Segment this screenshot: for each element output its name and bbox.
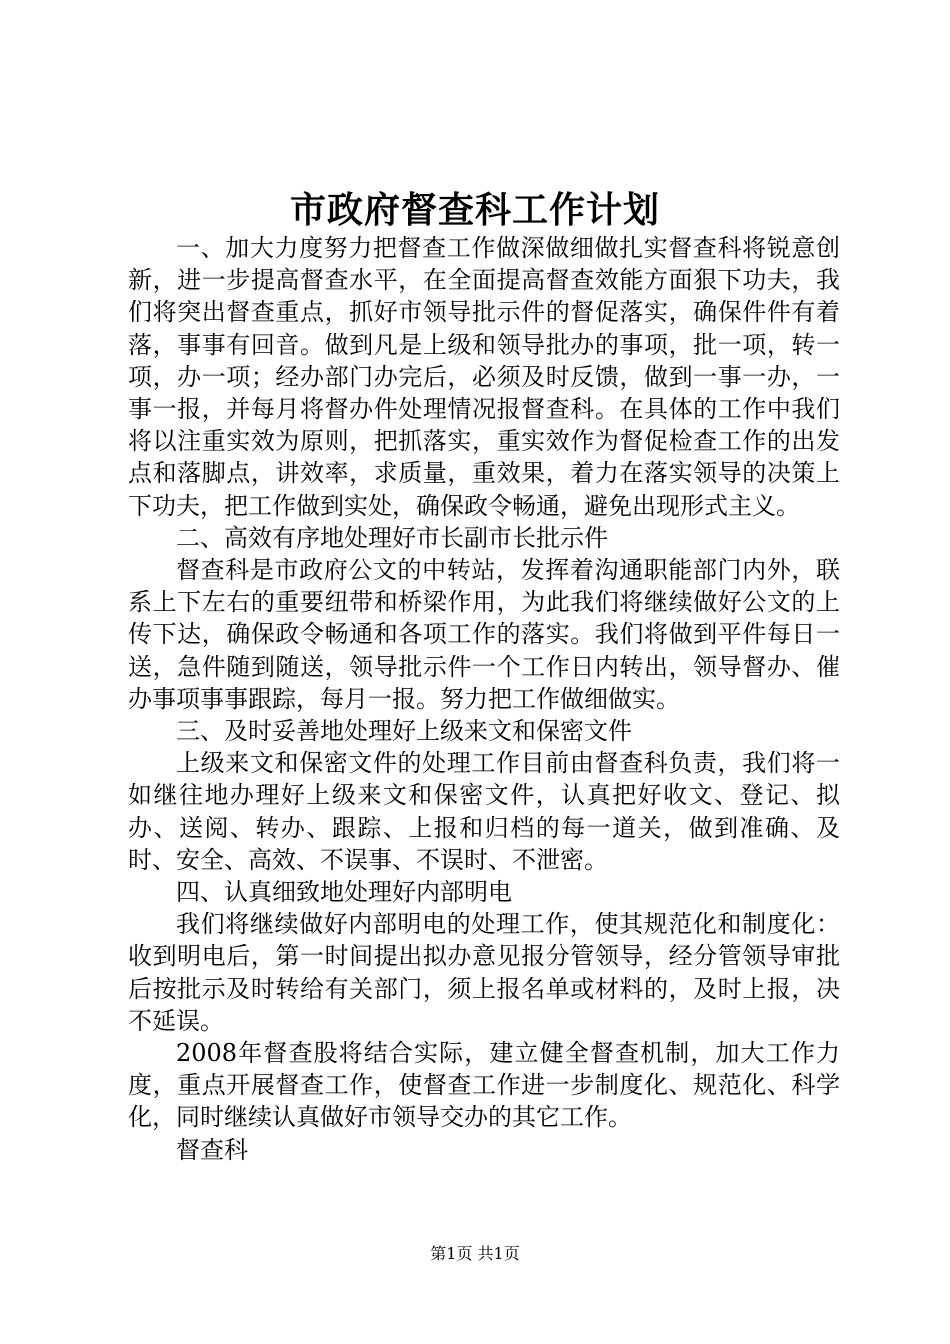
paragraph-section-4: 我们将继续做好内部明电的处理工作，使其规范化和制度化：收到明电后，第一时间提出拟办意见报分管领导，经分管领导审批后按批示及时转给有关部门，须上报名单或材料的，及时上报，决不延误。 (128, 910, 840, 1035)
document-title: 市政府督查科工作计划 (289, 189, 660, 231)
paragraph-section-2: 督查科是市政府公文的中转站，发挥着沟通职能部门内外，联系上下左右的重要纽带和桥梁作用，为此我们将继续做好公文的上传下达，确保政令畅通和各项工作的落实。我们将做到平件每日一送，急件随到随送，领导批示件一个工作日内转出，领导督办、催办事项事事跟踪，每月一报。努力把工作做细做实。 (128, 556, 840, 713)
document-body (128, 232, 840, 1166)
page-footer: 第1页 共1页 (430, 1244, 520, 1263)
heading-section-3: 三、及时妥善地处理好上级来文和保密文件 (176, 717, 632, 746)
heading-section-2: 二、高效有序地处理好市长副市长批示件 (176, 523, 608, 552)
paragraph-section-3: 上级来文和保密文件的处理工作目前由督查科负责，我们将一如继往地办理好上级来文和保密文件，认真把好收文、登记、拟办、送阅、转办、跟踪、上报和归档的每一道关，做到准确、及时、安全、高效、不误事、不误时、不泄密。 (128, 749, 840, 874)
heading-section-4: 四、认真细致地处理好内部明电 (176, 878, 512, 907)
signature: 督查科 (176, 1135, 248, 1164)
paragraph-section-1: 一、加大力度努力把督查工作做深做细做扎实督查科将锐意创新，进一步提高督查水平，在全面提高督查效能方面狠下功夫，我们将突出督查重点，抓好市领导批示件的督促落实，确保件件有着落，事事有回音。做到凡是上级和领导批办的事项，批一项，转一项，办一项；经办部门办完后，必须及时反馈，做到一事一办，一事一报，并每月将督办件处理情况报督查科。在具体的工作中我们将以注重实效为原则，把抓落实，重实效作为督促检查工作的出发点和落脚点，讲效率，求质量，重效果，着力在落实领导的决策上下功夫，把工作做到实处，确保政令畅通，避免出现形式主义。 (128, 234, 840, 520)
paragraph-summary: 2008年督查股将结合实际，建立健全督查机制，加大工作力度，重点开展督查工作，使督查工作进一步制度化、规范化、科学化，同时继续认真做好市领导交办的其它工作。 (128, 1039, 840, 1132)
